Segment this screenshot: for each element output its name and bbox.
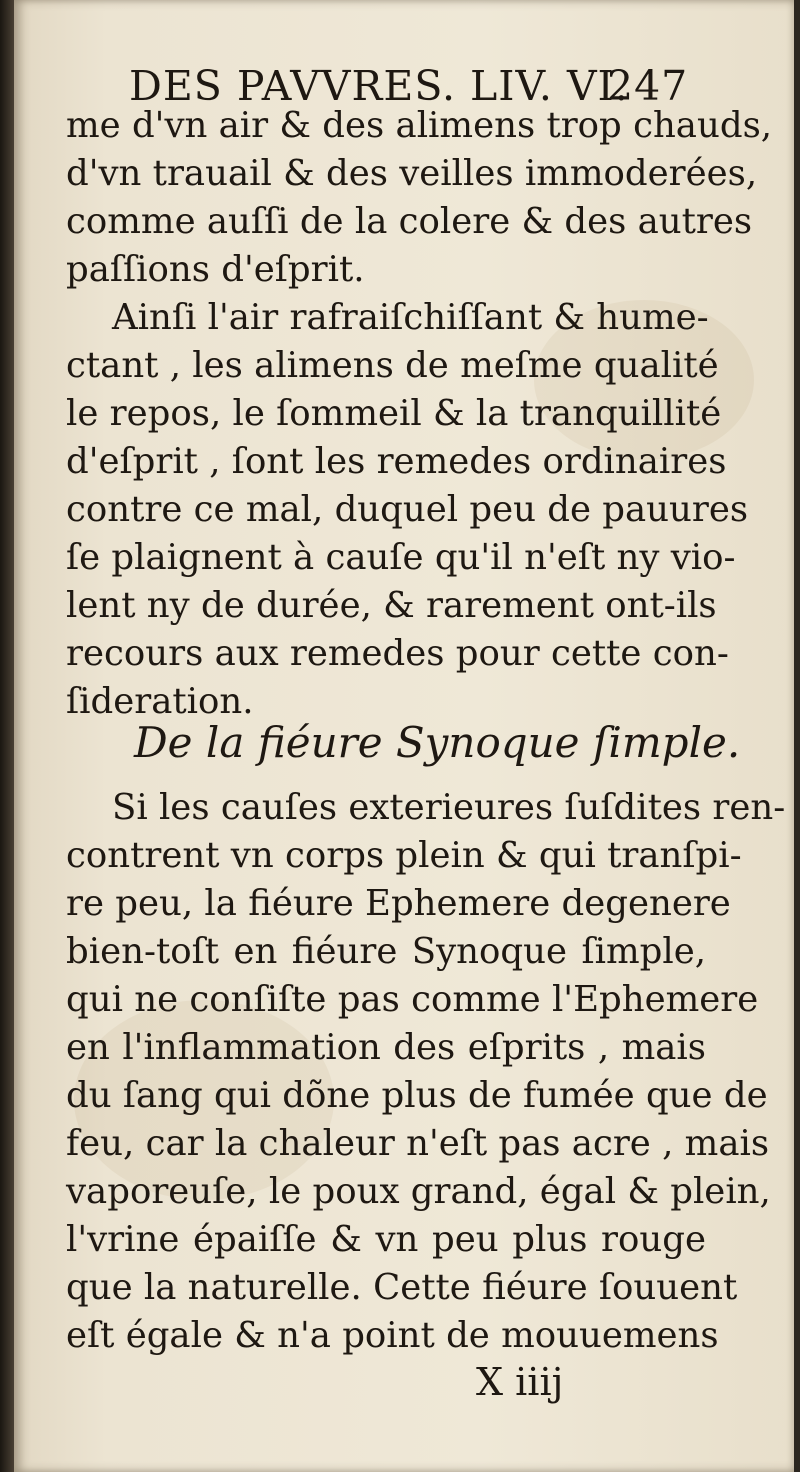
text-line: lent ny de durée, & rarement ont-ils: [66, 585, 717, 626]
text-line: d'vn trauail & des veilles immoderées,: [66, 153, 758, 194]
text-line: ſe plaignent à cauſe qu'il n'eſt ny vio-: [66, 537, 736, 578]
text-line: que la naturelle. Cette fiéure ſouuent: [66, 1267, 738, 1308]
text-line: recours aux remedes pour cette con-: [66, 633, 729, 674]
text-line: le repos, le ſommeil & la tranquillité: [66, 393, 722, 434]
book-spine-shadow: [0, 0, 14, 1472]
text-line: qui ne conſiſte pas comme l'Ephemere: [66, 979, 759, 1020]
text-line: d'eſprit , ſont les remedes ordinaires: [66, 441, 727, 482]
text-line: paſſions d'eſprit.: [66, 249, 365, 290]
text-line: ctant , les alimens de meſme qualité: [66, 345, 719, 386]
text-line: contre ce mal, duquel peu de pauures: [66, 489, 749, 530]
text-line: contrent vn corps plein & qui tranſpi-: [66, 835, 742, 876]
running-head-title: DES PAVVRES. LIV. VI.: [129, 62, 629, 110]
text-line: Ainſi l'air rafraiſchiſſant & hume-: [112, 297, 709, 338]
text-line: re peu, la fiéure Ephemere degenere: [66, 883, 731, 924]
text-line: en l'inflammation des eſprits , mais: [66, 1027, 706, 1068]
text-line: vaporeuſe, le poux grand, égal & plein,: [66, 1171, 771, 1212]
page-number: 247: [607, 62, 689, 110]
book-page: [14, 0, 794, 1472]
text-line: feu, car la chaleur n'eſt pas acre , mais: [66, 1123, 770, 1164]
text-line: ſideration.: [66, 681, 254, 722]
text-line: bien-toſt en fiéure Synoque ſimple,: [66, 931, 706, 972]
signature-mark: X iiij: [476, 1360, 564, 1404]
text-line: Si les cauſes exterieures ſuſdites ren-: [112, 787, 786, 828]
text-line: du ſang qui dõne plus de fumée que de: [66, 1075, 768, 1116]
text-line: l'vrine épaiſſe & vn peu plus rouge: [66, 1219, 706, 1260]
text-line: comme auſſi de la colere & des autres: [66, 201, 753, 242]
text-line: me d'vn air & des alimens trop chauds,: [66, 105, 773, 146]
text-line: eſt égale & n'a point de mouuemens: [66, 1315, 719, 1356]
section-title: De la fiéure Synoque ſimple.: [134, 718, 741, 767]
